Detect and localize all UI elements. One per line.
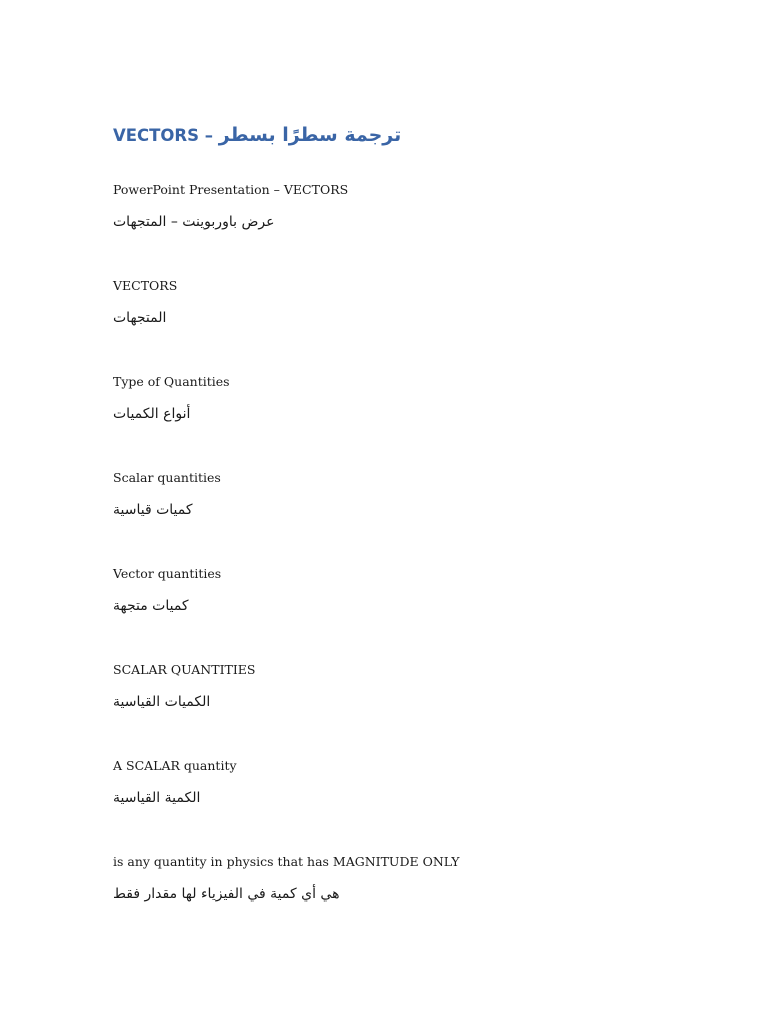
- title-arabic: ترجمة سطرًا بسطر: [218, 124, 402, 146]
- line-pair-6: [113, 662, 673, 711]
- line-pair-7: [113, 758, 673, 807]
- english-line: PowerPoint Presentation – VECTORS: [113, 182, 349, 197]
- title-english: VECTORS: [113, 126, 200, 145]
- english-line: Type of Quantities: [113, 374, 230, 389]
- arabic-line: كميات قياسية: [113, 502, 193, 518]
- arabic-line: الكميات القياسية: [113, 694, 211, 710]
- english-line: Scalar quantities: [113, 470, 221, 485]
- line-pair-1: [113, 182, 673, 231]
- arabic-line: كميات متجهة: [113, 598, 189, 614]
- english-line: A SCALAR quantity: [113, 758, 237, 773]
- arabic-line: عرض باوربوينت – المتجهات: [113, 214, 275, 230]
- line-pair-8: [113, 854, 673, 903]
- english-line: is any quantity in physics that has MAGNITUDE ONLY: [113, 854, 460, 869]
- english-line: VECTORS: [113, 278, 178, 293]
- title-separator: –: [204, 126, 214, 145]
- line-pair-2: [113, 278, 673, 327]
- english-line: SCALAR QUANTITIES: [113, 662, 256, 677]
- arabic-line: أنواع الكميات: [113, 406, 191, 422]
- arabic-line: هي أي كمية في الفيزياء لها مقدار فقط: [113, 886, 340, 902]
- english-line: Vector quantities: [113, 566, 222, 581]
- line-pair-4: [113, 470, 673, 519]
- line-pair-5: [113, 566, 673, 615]
- arabic-line: الكمية القياسية: [113, 790, 201, 806]
- document-title: [113, 124, 401, 146]
- line-pair-3: [113, 374, 673, 423]
- arabic-line: المتجهات: [113, 310, 167, 326]
